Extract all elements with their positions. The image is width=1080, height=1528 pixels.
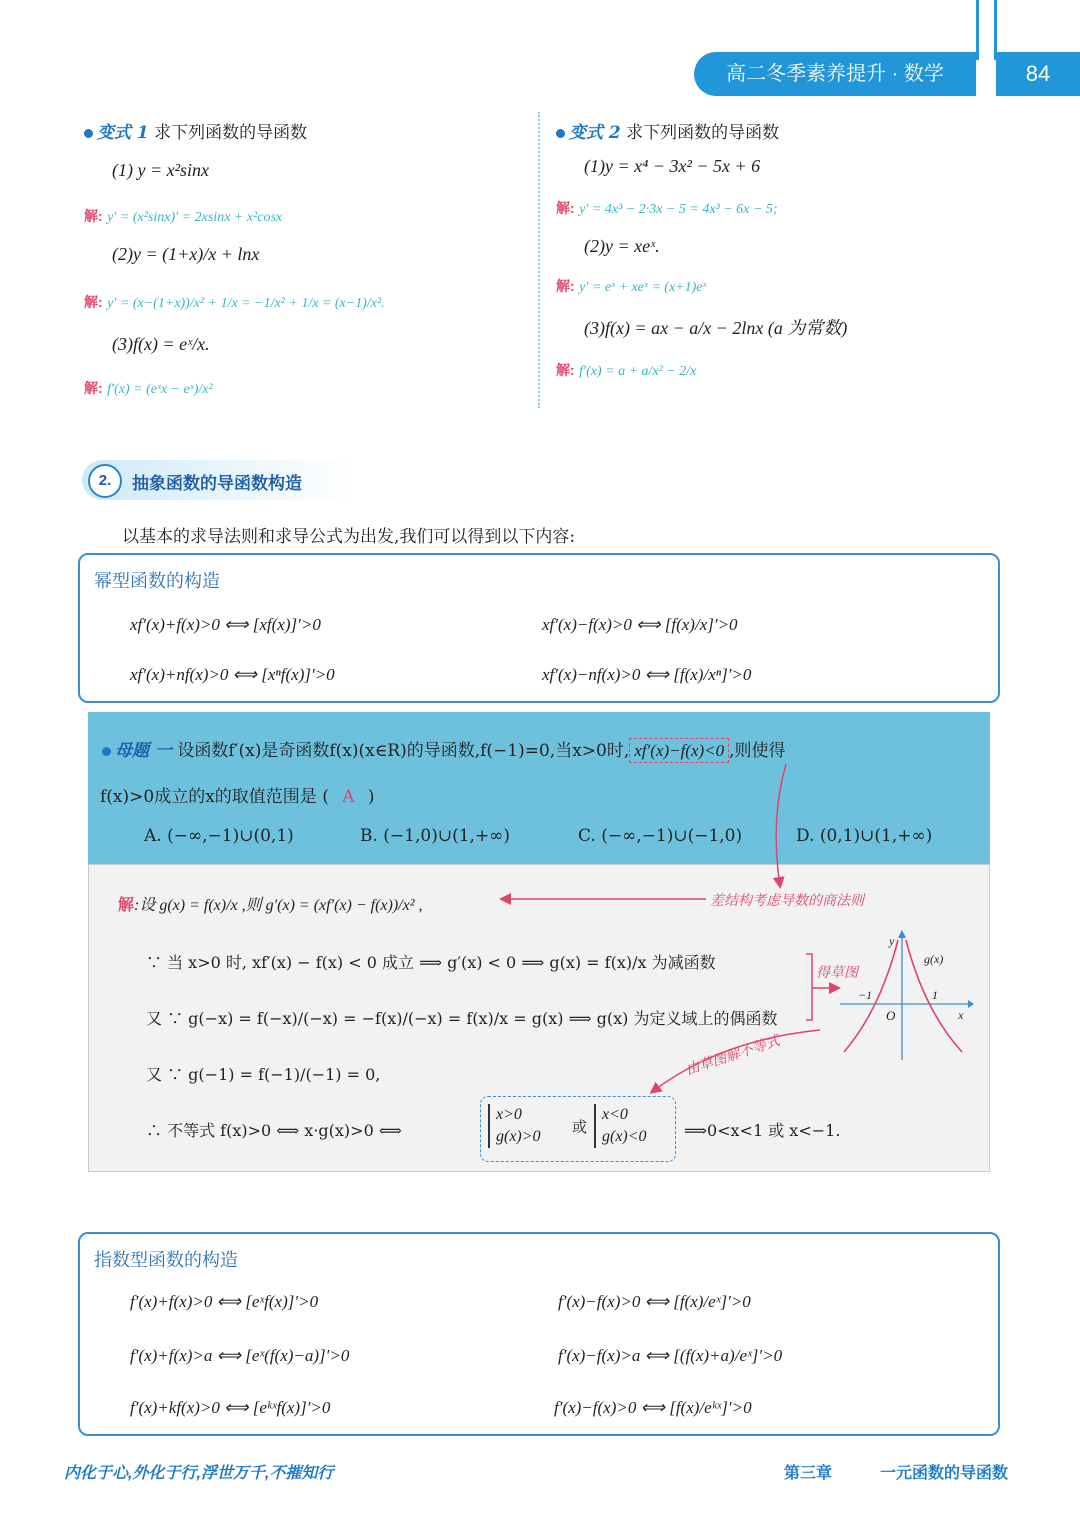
section2-intro: 以基本的求导法则和求导公式为出发,我们可以得到以下内容:	[122, 527, 576, 547]
exp-row-2-right: f′(x)−f(x)>a ⟺ [(f(x)+a)/eˣ]′>0	[558, 1346, 783, 1365]
footer-chapter-title: 一元函数的导函数	[880, 1465, 1009, 1482]
v1-solution-2: 解: y′ = (x−(1+x))/x² + 1/x = −1/x² + 1/x = (x−1)/x².	[84, 294, 385, 311]
footer-chapter: 第三章	[784, 1465, 833, 1482]
mother-text2: ,则使得	[729, 741, 786, 761]
option-b: B. (−1,0)∪(1,+∞)	[360, 826, 510, 846]
power-row-1-left: xf′(x)+f(x)>0 ⟺ [xf(x)]′>0	[130, 615, 321, 634]
graph-origin: O	[886, 1008, 896, 1023]
section2-title: 抽象函数的导函数构造	[132, 474, 302, 493]
variant2-tag: 变式 2	[569, 123, 621, 143]
solution-label: 解	[118, 897, 135, 914]
solution-line1-text: :设 g(x) = f(x)/x ,则 g′(x) = (xf′(x) − f(x))/x² ,	[134, 897, 423, 914]
graph-x-label: x	[958, 1008, 964, 1022]
exp-box-title: 指数型函数的构造	[94, 1250, 238, 1270]
variant2-prompt: 求下列函数的导函数	[626, 123, 780, 143]
exp-row-1-left: f′(x)+f(x)>0 ⟺ [eˣf(x)]′>0	[130, 1292, 319, 1311]
power-box-title: 幂型函数的构造	[94, 571, 220, 591]
solution-line5b: ⟹0<x<1 或 x<−1.	[684, 1121, 841, 1140]
graph-g-label: g(x)	[924, 952, 944, 966]
solution-line4: 又 ∵ g(−1) = f(−1)/(−1) = 0,	[146, 1065, 381, 1084]
mother-text3: f(x)>0成立的x的取值范围是 (	[100, 787, 329, 807]
option-d: D. (0,1)∪(1,+∞)	[796, 826, 933, 846]
exp-box	[78, 1232, 1000, 1436]
case-or: 或	[572, 1118, 588, 1136]
v2-solution-1: 解: y′ = 4x³ − 2·3x − 5 = 4x³ − 6x − 5;	[556, 200, 778, 217]
note-solve-by-sketch: 由草图解不等式	[683, 1033, 782, 1079]
v2-problem-1: (1)y = x⁴ − 3x² − 5x + 6	[584, 156, 761, 176]
power-row-2-right: xf′(x)−nf(x)>0 ⟺ [f(x)/xⁿ]′>0	[542, 665, 752, 684]
case2-cond2: g(x)<0	[602, 1128, 647, 1145]
banner-text: 高二冬季素养提升 · 数学	[726, 63, 944, 85]
mother-highlight: xf′(x)−f(x)<0	[629, 738, 729, 763]
variant1-prompt: 求下列函数的导函数	[154, 123, 308, 143]
case1-cond2: g(x)>0	[496, 1128, 541, 1145]
section2-number: 2.	[88, 464, 122, 498]
power-row-1-right: xf′(x)−f(x)>0 ⟺ [f(x)/x]′>0	[542, 615, 738, 634]
exp-row-1-right: f′(x)−f(x)>0 ⟺ [f(x)/eˣ]′>0	[558, 1292, 751, 1311]
page-number: 84	[996, 52, 1080, 96]
solution-line3: 又 ∵ g(−x) = f(−x)/(−x) = −f(x)/(−x) = f(x)/x = g(x) ⟹ g(x) 为定义域上的偶函数	[146, 1009, 778, 1028]
option-c: C. (−∞,−1)∪(−1,0)	[578, 826, 743, 846]
graph-tick-pos: 1	[932, 988, 938, 1002]
v1-solution-3: 解: f′(x) = (eˣx − eˣ)/x²	[84, 380, 213, 397]
graph-tick-neg: −1	[858, 988, 873, 1002]
v1-problem-2: (2)y = (1+x)/x + lnx	[112, 244, 260, 264]
mother-text1: 设函数f′(x)是奇函数f(x)(x∈R)的导函数,f(−1)=0,当x>0时,	[177, 741, 630, 761]
arrow-graph-to-inequality	[652, 1030, 820, 1092]
exp-row-2-left: f′(x)+f(x)>a ⟺ [eˣ(f(x)−a)]′>0	[130, 1346, 350, 1365]
note-sketch: 得草图	[816, 965, 858, 981]
v1-problem-3: (3)f(x) = eˣ/x.	[112, 334, 210, 354]
mother-tag: 母题 一	[115, 741, 172, 761]
variant1-tag: 变式 1	[97, 123, 149, 143]
exp-row-3-left: f′(x)+kf(x)>0 ⟺ [eᵏˣf(x)]′>0	[130, 1398, 331, 1417]
case1-cond1: x>0	[496, 1106, 522, 1123]
v1-solution-1: 解: y′ = (x²sinx)′ = 2xsinx + x²cosx	[84, 208, 283, 225]
case2-cond1: x<0	[602, 1106, 628, 1123]
power-row-2-left: xf′(x)+nf(x)>0 ⟺ [xⁿf(x)]′>0	[130, 665, 335, 684]
mother-close: )	[367, 787, 375, 807]
footer-motto: 内化于心,外化于行,浮世万千,不摧知行	[64, 1465, 334, 1482]
mother-answer: A	[342, 787, 355, 807]
exp-row-3-right: f′(x)−f(x)>0 ⟺ [f(x)/eᵏˣ]′>0	[554, 1398, 752, 1417]
option-a: A. (−∞,−1)∪(0,1)	[144, 826, 294, 846]
sketch-bracket	[806, 954, 838, 1020]
v2-problem-2: (2)y = xeˣ.	[584, 236, 660, 256]
v2-solution-2: 解: y′ = eˣ + xeˣ = (x+1)eˣ	[556, 278, 707, 295]
arrow-highlight-to-note	[776, 764, 786, 886]
v1-problem-1: (1) y = x²sinx	[112, 160, 210, 180]
solution-line2: ∵ 当 x>0 时, xf′(x) − f(x) < 0 成立 ⟹ g′(x) < 0 ⟹ g(x) = f(x)/x 为减函数	[146, 953, 716, 972]
v2-solution-3: 解: f′(x) = a + a/x² − 2/x	[556, 362, 697, 379]
v2-problem-3: (3)f(x) = ax − a/x − 2lnx (a 为常数)	[584, 318, 848, 338]
note-quotient-rule: 差结构考虑导数的商法则	[710, 893, 864, 909]
graph-y-label: y	[889, 934, 895, 948]
solution-line5a: ∴ 不等式 f(x)>0 ⟺ x·g(x)>0 ⟺	[146, 1121, 402, 1140]
